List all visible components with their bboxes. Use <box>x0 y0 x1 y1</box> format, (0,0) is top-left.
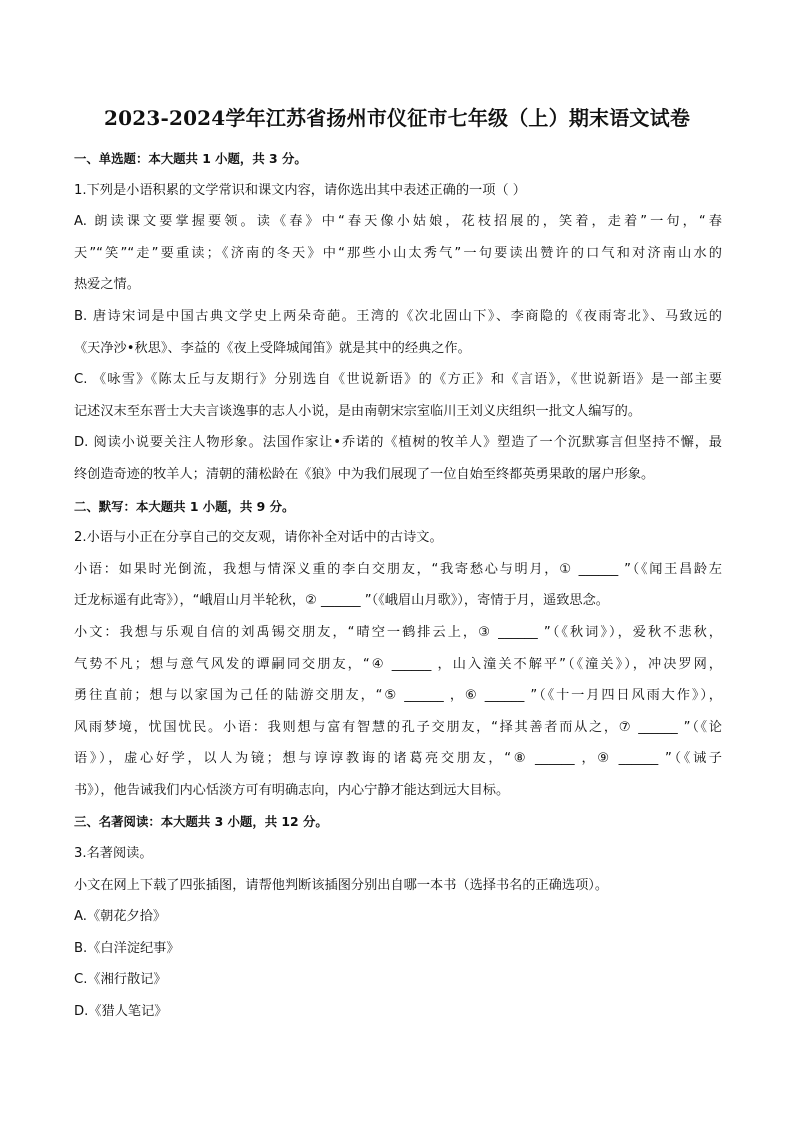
text-line: 记述汉末至东晋士大夫言谈逸事的志人小说，是由南朝宋宗室临川王刘义庆组织一批文人编写的。 <box>74 403 642 419</box>
text-line: 小文在网上下载了四张插图，请帮他判断该插图分别出自哪一本书（选择书名的正确选项）。 <box>74 877 609 893</box>
text-line: D. 阅读小说要关注人物形象。法国作家让•乔诺的《植树的牧羊人》塑造了一个沉默寡言但坚持不懈，最 <box>74 435 722 451</box>
text-line: 书》），他告诫我们内心恬淡方可有明确志向，内心宁静才能达到远大目标。 <box>74 782 510 798</box>
text-line: 迁龙标遥有此寄》），“峨眉山月半轮秋，② ______ ”（《峨眉山月歌》），寄情于月，遥致思念。 <box>74 593 609 609</box>
text-line: 热爱之情。 <box>74 277 140 293</box>
text-line: 语》），虚心好学，以人为镜；想与谆谆教诲的诸葛亮交朋友，“⑧ ______ ，⑨ ______ ”（《诫子 <box>74 751 722 767</box>
section-heading: 一、单选题：本大题共 1 小题，共 3 分。 <box>74 151 307 166</box>
text-line: 天”“笑”“走”要重读；《济南的冬天》中“那些小山太秀气”一句要读出赞许的口气和对济南山水的 <box>74 245 722 261</box>
text-line: C. 《咏雪》《陈太丘与友期行》分别选自《世说新语》的《方正》和《言语》，《世说新语》是一部主要 <box>74 372 722 388</box>
text-line: 风雨梦境，忧国忧民。小语：我则想与富有智慧的孔子交朋友，“择其善者而从之，⑦ ______ ”（《论 <box>74 719 722 735</box>
text-line: 终创造奇迹的牧羊人；清朝的蒲松龄在《狼》中为我们展现了一位自始至终都英勇果敢的屠户形象。 <box>74 466 655 482</box>
section-heading: 二、默写：本大题共 1 小题，共 9 分。 <box>74 498 295 514</box>
text-line: B.《白洋淀纪事》 <box>74 940 180 956</box>
text-line: 3.名著阅读。 <box>74 846 153 862</box>
text-line: 勇往直前；想与以家国为己任的陆游交朋友，“⑤ ______ ，⑥ ______ ”（《十一月四日风雨大作》）， <box>74 688 722 704</box>
text-line: 小语：如果时光倒流，我想与情深义重的李白交朋友，“我寄愁心与明月，① ______ ”（《闻王昌龄左 <box>74 561 722 577</box>
page-title: 2023-2024学年江苏省扬州市仪征市七年级（上）期末语文试卷 <box>103 106 691 130</box>
text-line: 1.下列是小语积累的文学常识和课文内容，请你选出其中表述正确的一项（ ） <box>74 182 526 198</box>
text-line: 2.小语与小正在分享自己的交友观，请你补全对话中的古诗文。 <box>74 530 443 546</box>
text-line: 《天净沙•秋思》、李益的《夜上受降城闻笛》就是其中的经典之作。 <box>74 340 471 356</box>
text-line: 小文：我想与乐观自信的刘禹锡交朋友，“晴空一鹤排云上，③ ______ ”（《秋词》），爱秋不悲秋， <box>74 624 722 640</box>
text-line: D.《猎人笔记》 <box>74 1004 168 1020</box>
text-line: A. 朗读课文要掌握要领。读《春》中“春天像小姑娘，花枝招展的，笑着，走着”一句，“春 <box>74 214 722 230</box>
document-body <box>74 143 722 1028</box>
text-line: C.《湘行散记》 <box>74 972 167 988</box>
text-line: A.《朝花夕拾》 <box>74 909 167 925</box>
text-line: B. 唐诗宋词是中国古典文学史上两朵奇葩。王湾的《次北固山下》、李商隐的《夜雨寄北》、马致远的 <box>74 308 722 324</box>
text-line: 气势不凡；想与意气风发的谭嗣同交朋友，“④ ______ ，山入潼关不解平”（《潼关》），冲决罗网， <box>74 656 722 672</box>
section-heading: 三、名著阅读：本大题共 3 小题，共 12 分。 <box>74 814 328 830</box>
